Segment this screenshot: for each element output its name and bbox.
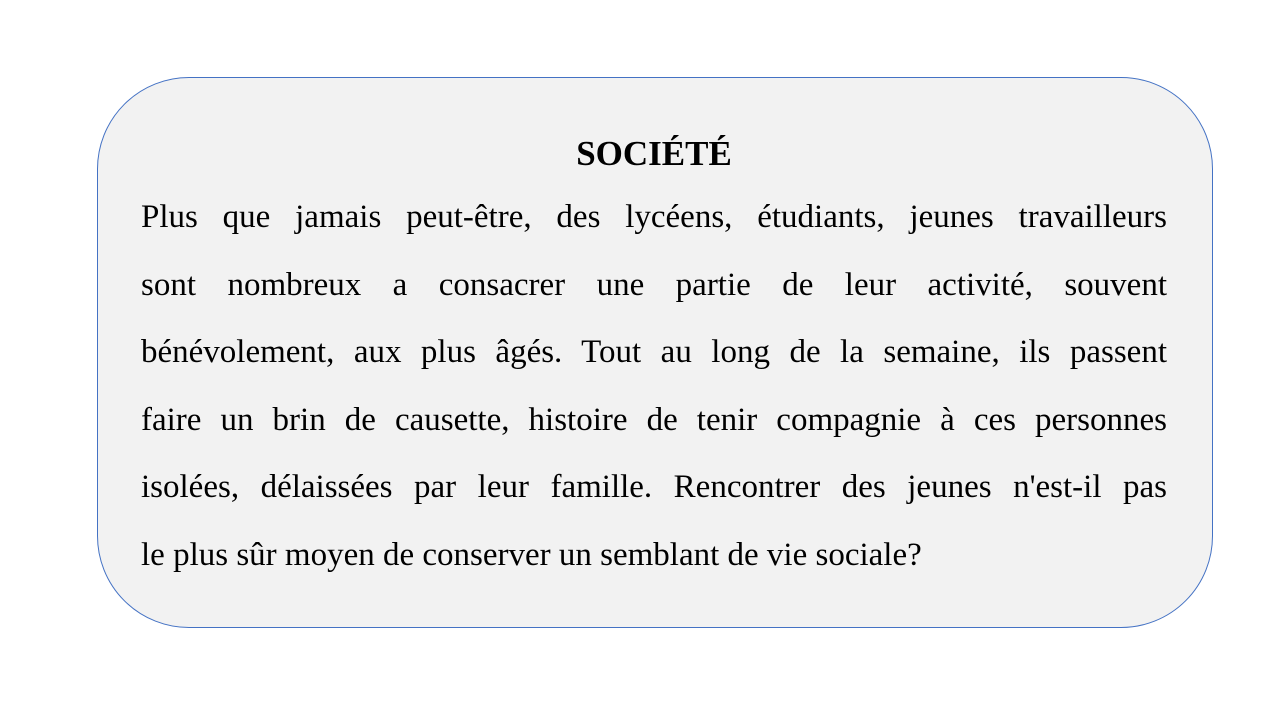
- heading-title: SOCIÉTÉ: [576, 134, 732, 173]
- body-paragraph: [141, 184, 1167, 589]
- rounded-text-box: [97, 77, 1213, 628]
- paragraph-line: faire un brin de causette, histoire de tenir compagnie à ces personnes: [141, 401, 1167, 438]
- paragraph-line: le plus sûr moyen de conserver un semblant de vie sociale?: [141, 536, 922, 573]
- paragraph-line: sont nombreux a consacrer une partie de leur activité, souvent: [141, 266, 1167, 303]
- paragraph-line: isolées, délaissées par leur famille. Rencontrer des jeunes n'est-il pas: [141, 469, 1167, 505]
- paragraph-line: Plus que jamais peut-être, des lycéens, étudiants, jeunes travailleurs: [141, 199, 1167, 235]
- paragraph-line: bénévolement, aux plus âgés. Tout au long de la semaine, ils passent: [141, 334, 1167, 370]
